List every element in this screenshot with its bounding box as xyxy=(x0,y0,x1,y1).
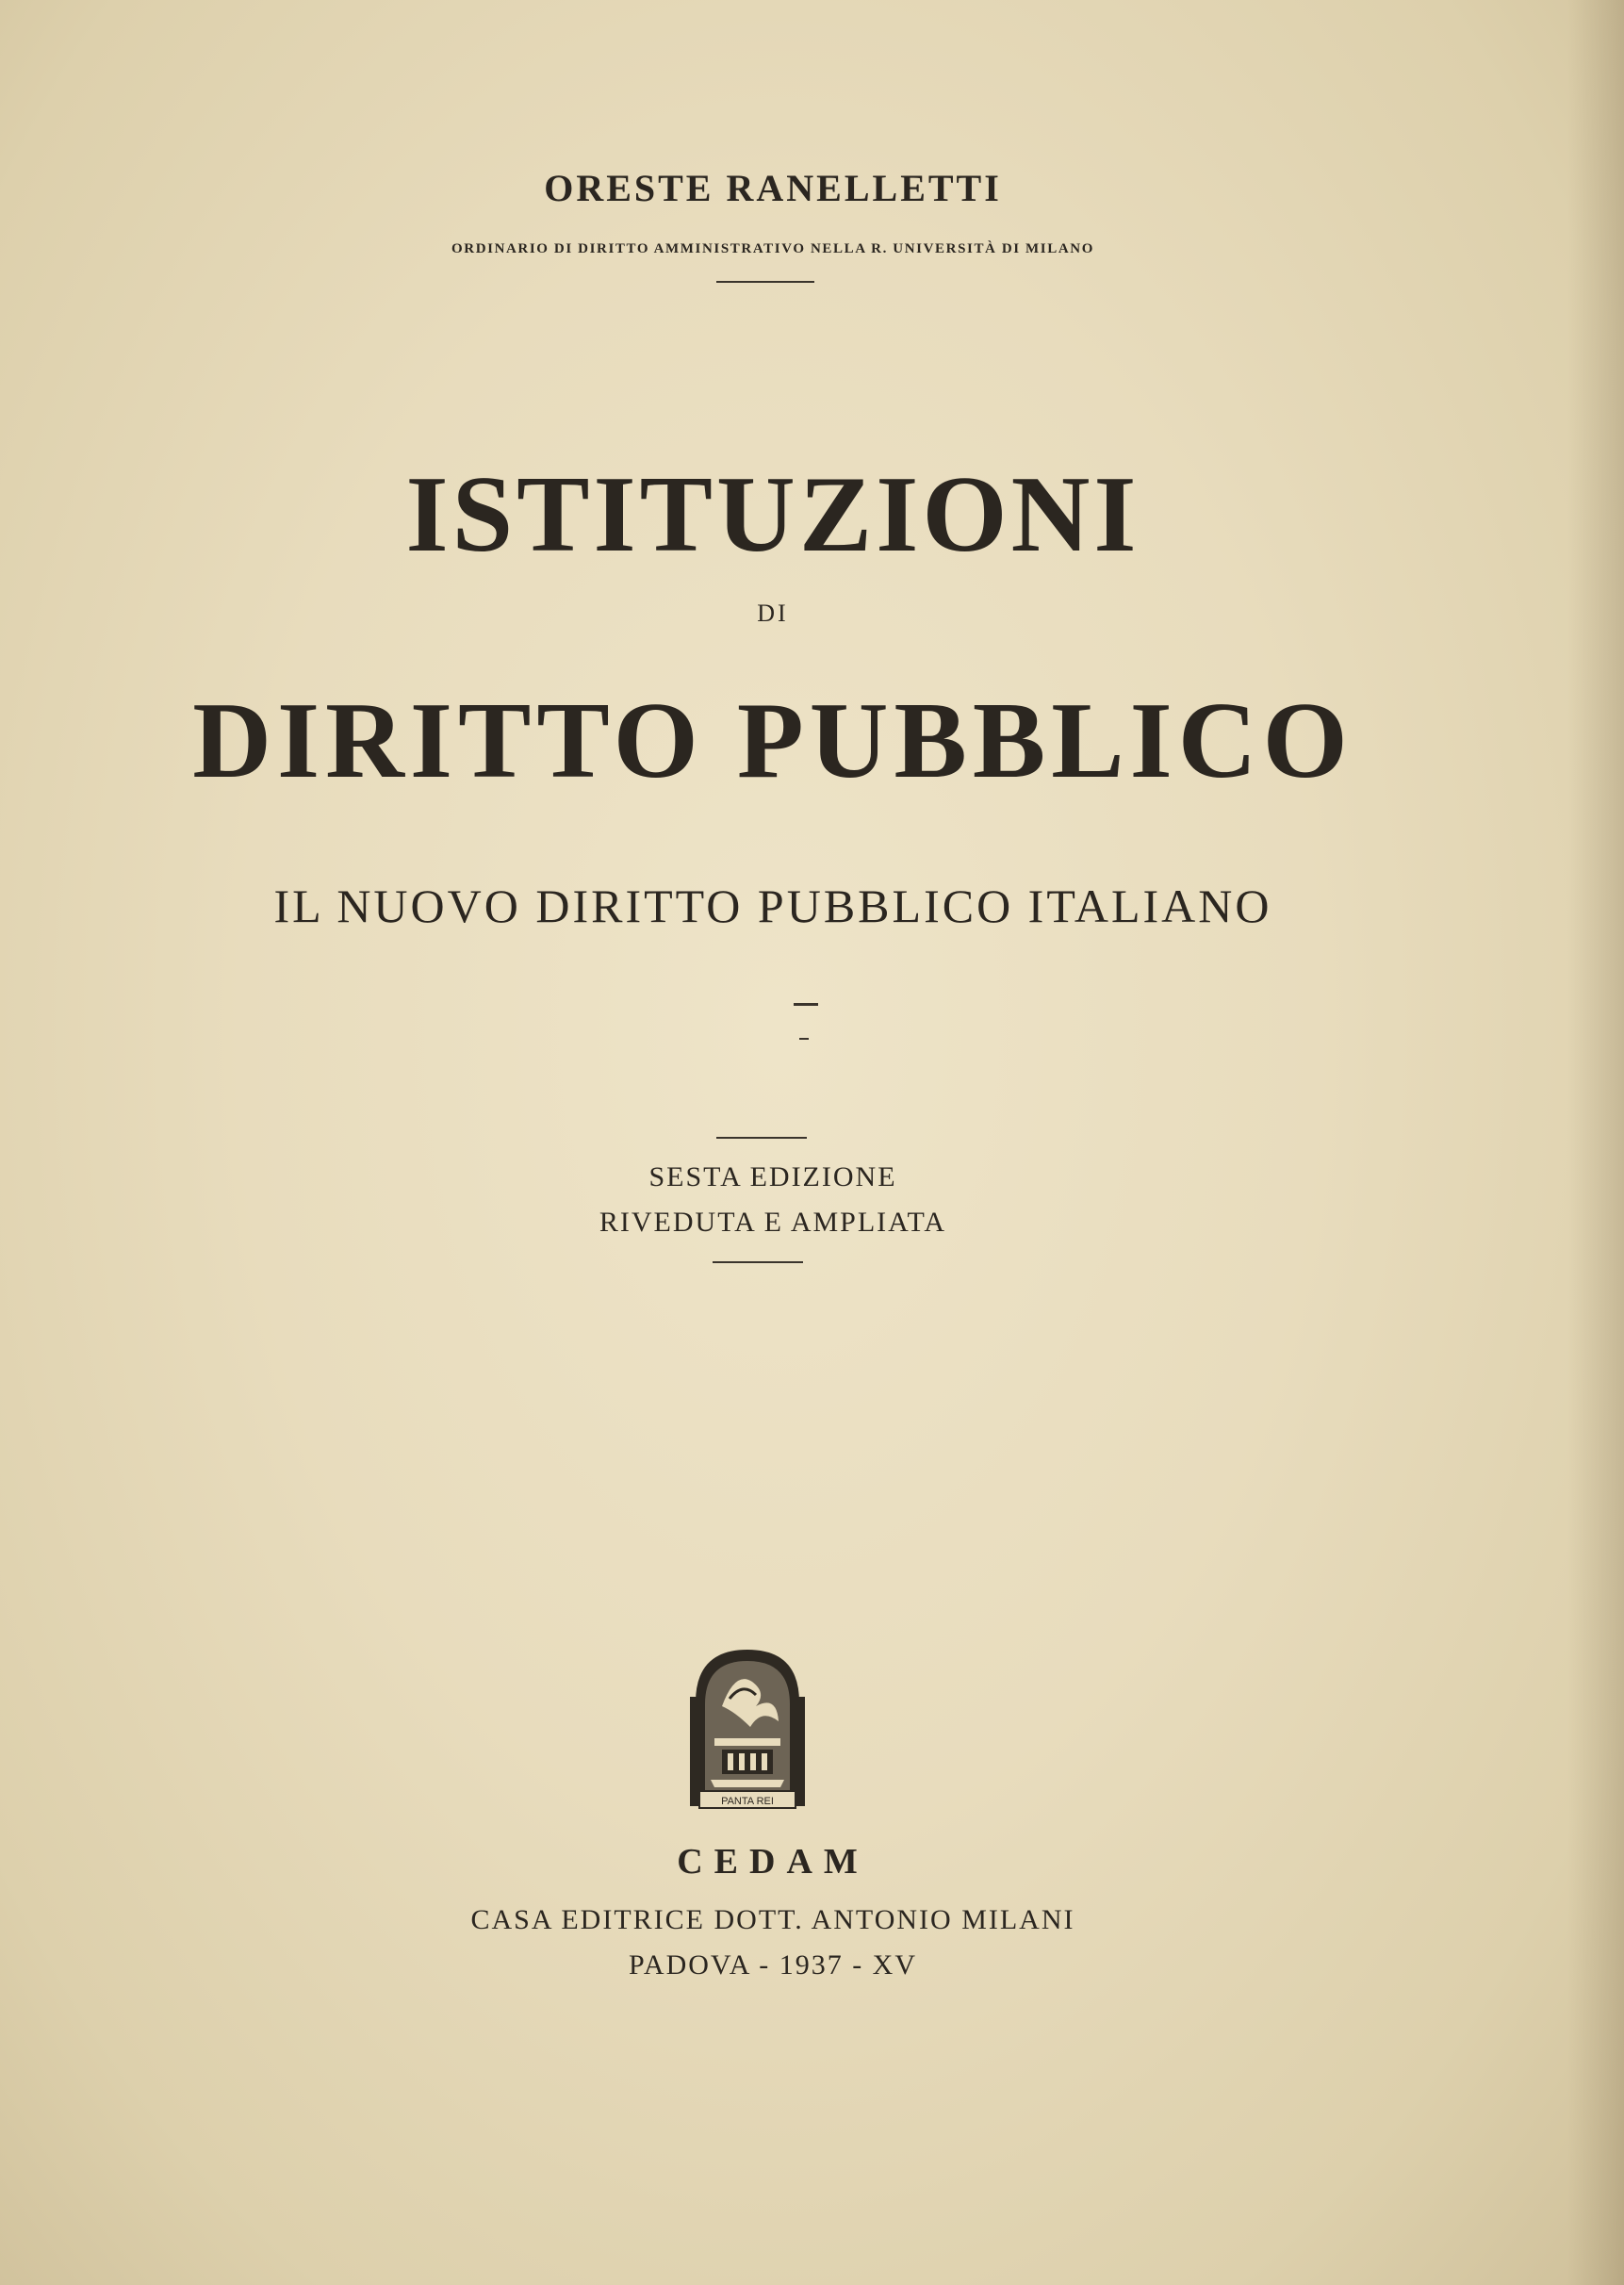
edition-label: SESTA EDIZIONE xyxy=(648,1161,897,1192)
book-title-line-1: ISTITUZIONI xyxy=(405,454,1140,575)
publisher-emblem-icon xyxy=(686,1640,809,1816)
divider-rule xyxy=(716,1137,807,1139)
divider-rule xyxy=(713,1261,803,1263)
publisher-name: CEDAM xyxy=(677,1842,869,1882)
publisher-emblem-motto: PANTA REI xyxy=(721,1796,774,1807)
divider-rule xyxy=(799,1038,809,1040)
author-name: ORESTE RANELLETTI xyxy=(544,167,1002,209)
author-affiliation: ORDINARIO DI DIRITTO AMMINISTRATIVO NELLA R. UNIVERSITÀ DI MILANO xyxy=(451,241,1094,256)
divider-rule xyxy=(794,1003,818,1006)
book-subtitle: IL NUOVO DIRITTO PUBBLICO ITALIANO xyxy=(273,879,1272,932)
divider-rule xyxy=(716,281,814,283)
place-and-date: PADOVA - 1937 - XV xyxy=(628,1949,918,1981)
publishing-house: CASA EDITRICE DOTT. ANTONIO MILANI xyxy=(470,1904,1075,1935)
book-title-line-2: DIRITTO PUBBLICO xyxy=(192,681,1353,801)
book-title-connector: DI xyxy=(757,600,789,627)
edition-note: RIVEDUTA E AMPLIATA xyxy=(599,1207,947,1238)
